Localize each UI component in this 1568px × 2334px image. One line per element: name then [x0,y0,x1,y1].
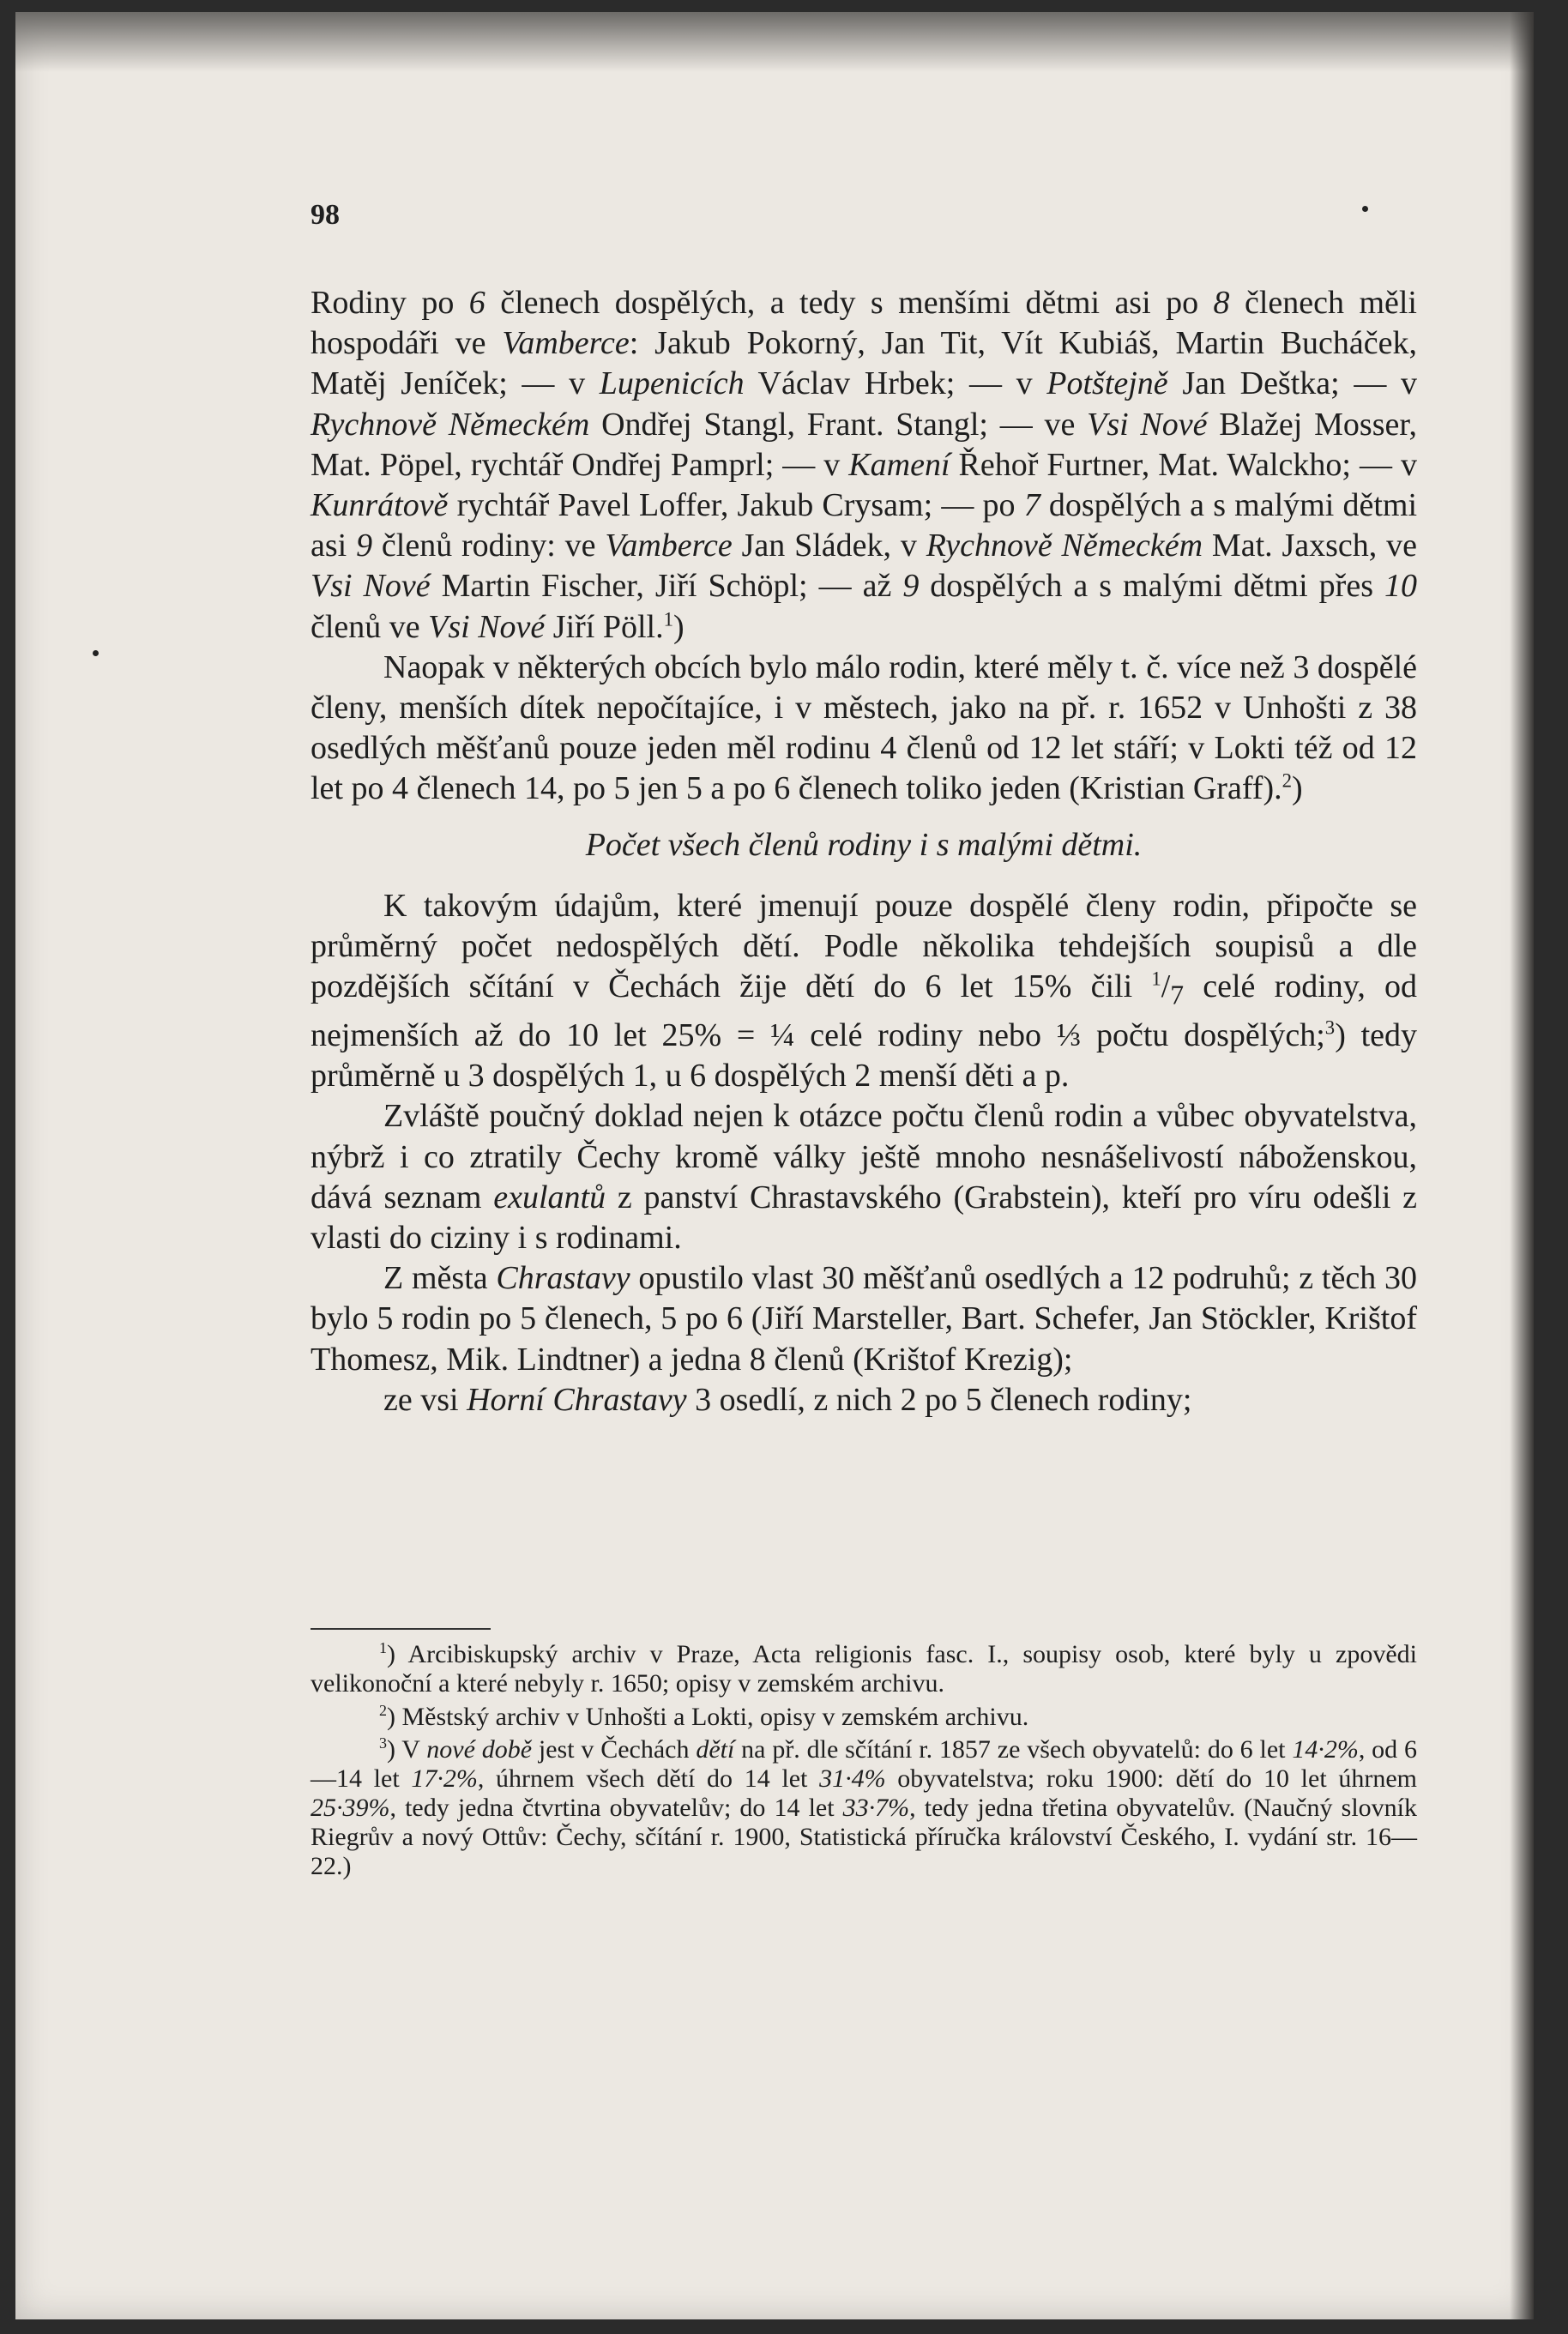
speck-mark [1362,206,1368,212]
footnote-ref: 1 [1151,968,1161,990]
text-run: z panství Chrastavského (Grabstein), kteří pro víru odešli z vlasti do ciziny i s rodinami. [311,1179,1418,1257]
italic-text: 25·39% [311,1793,390,1822]
text-run: členů ve [311,608,429,645]
speck-mark [93,650,99,656]
italic-text: Vsi Nové [1087,406,1208,443]
italic-text: 6 [468,285,485,321]
text-run: na př. dle sčítání r. 1857 ze všech obyvatelů: do 6 let [734,1735,1293,1764]
text-run: Blažej Mosser, Mat. Pöpel, rychtář Ondřej Pamprl; — v [311,406,1417,483]
text-run: ) [1292,770,1303,807]
text-run: Počet všech členů rodiny i s malými dětmi. [585,826,1143,863]
footnotes [311,1640,1417,1885]
italic-text: 17·2% [411,1764,478,1794]
italic-text: Rychnově Německém [926,528,1203,564]
scan-edge-top [15,12,1534,72]
text-run: Jan Deštka; — v [1167,365,1417,402]
text-run: Zvláště poučný doklad nejen k otázce počtu členů rodin a vůbec obyvatelstva, nýbrž i co ztratily Čechy kromě války ještě mnoho nesnášelivostí náboženskou, dává seznam [311,1098,1417,1215]
italic-text: exulantů [493,1179,606,1215]
text-run: Městský archiv v Unhošti a Lokti, opisy v zemském archivu. [401,1702,1029,1731]
italic-text: 31·4% [819,1764,886,1794]
text-run: Z města [383,1260,497,1297]
text-run: Rodiny po [311,285,469,321]
italic-text: 9 [356,528,373,564]
text-run: / [1161,968,1171,1005]
footnote-paren: ) [387,1735,402,1764]
text-run: rychtář Pavel Loffer, Jakub Crysam; — po [448,487,1024,524]
paragraph [311,1380,1417,1420]
text-run: členech měli hospodáři ve [311,285,1417,362]
footnote [311,1703,1417,1732]
italic-text: 33·7% [842,1793,910,1822]
text-run: Naopak v některých obcích bylo málo rodin, které měly t. č. více než 3 dospělé členy, menších dítek nepočítajíce, i v městech, jako na př. r. 1652 v Unhošti z 38 osedlých měšťanů pouze jeden měl rodinu 4 členů od 12 let stáří; v Lokti též od 12 let po 4 členech 14, po 5 jen 5 a po 6 členech toliko jeden (Kristian Graff). [311,648,1417,807]
italic-text: nové době [426,1735,533,1764]
text-run: V [401,1735,427,1764]
text-run: Jiří Pöll. [545,608,664,645]
paragraph [311,648,1417,810]
italic-text: 8 [1213,285,1230,321]
footnote [311,1735,1417,1880]
text-run: Arcibiskupský archiv v Praze, Acta religionis fasc. I., soupisy osob, které byly u zpovědi velikonoční a které nebyly r. 1650; opisy v zemském archivu. [311,1640,1417,1698]
text-run: , tedy jedna čtvrtina obyvatelův; do 14 let [389,1793,843,1822]
text-run: členech dospělých, a tedy s menšími dětmi asi po [485,285,1214,321]
italic-text: Horní Chrastavy [467,1381,687,1418]
paragraph [311,886,1417,1097]
footnote-paren: ) [387,1640,408,1668]
text-run: , tedy jedna třetina obyvatelův. (Naučný slovník Riegrův a nový Ottův: Čechy, sčítání r. 1900, Statistická příručka království Českého, I. vydání str. 16—22.) [311,1793,1417,1880]
italic-text: Vamberce [605,528,733,564]
paragraph [311,1258,1417,1380]
paragraph [311,1096,1417,1258]
body-text [311,283,1417,1420]
italic-text: Kunrátově [311,487,449,524]
italic-text: 9 [902,568,920,605]
italic-text: Vsi Nové [311,568,431,605]
page-number: 98 [311,199,340,231]
text-run: Martin Fischer, Jiří Schöpl; — až [430,568,903,605]
text-run: obyvatelstva; roku 1900: dětí do 10 let úhrnem [885,1764,1417,1794]
text-run: : Jakub Pokorný, Jan Tit, Vít Kubiáš, Martin Bucháček, Matěj Jeníček; — v [311,325,1417,402]
footnote-marker: 3 [379,1734,387,1752]
footnote [311,1640,1417,1698]
text-run: Václav Hrbek; — v [744,365,1047,402]
text-run: , úhrnem všech dětí do 14 let [477,1764,820,1794]
text-run: K takovým údajům, které jmenují pouze dospělé členy rodin, připočte se průměrný počet nedospělých dětí. Podle několika tehdejších soupisů a dle pozdějších sčítání v Čechách žije dětí do 6 let 15% čili [311,887,1417,1005]
italic-text: Kamení [848,446,950,483]
italic-text: Vsi Nové [428,608,546,645]
text-run: opustilo vlast 30 měšťanů osedlých a 12 podruhů; z těch 30 bylo 5 rodin po 5 členech, 5 po 6 (Jiří Marsteller, Bart. Schefer, Jan Stöckler, Krištof Thomesz, Mik. Lindtner) a jedna 8 členů (Krištof Krezig); [311,1260,1417,1378]
footnote-rule [311,1628,491,1630]
text-run: jest v Čechách [532,1735,697,1764]
footnote-paren: ) [387,1702,402,1731]
italic-text: Rychnově Německém [311,406,590,443]
text-run: celé rodiny, od nejmenších až do 10 let 25% = ¼ celé rodiny nebo ⅓ počtu dospělých; [311,968,1417,1054]
italic-text: 14·2% [1292,1735,1359,1764]
text-run: členů rodiny: ve [372,528,606,564]
footnote-marker: 1 [379,1639,387,1656]
scan-edge-right [1510,12,1534,2319]
footnote-ref: 2 [1282,769,1293,792]
italic-text: Potštejně [1046,365,1168,402]
text-run: Jan Sládek, v [732,528,926,564]
footnote-ref: 3 [1324,1016,1336,1039]
text-run: dospělých a s malými dětmi asi [311,487,1417,564]
section-heading [311,825,1417,865]
text-run: dospělých a s malými dětmi přes [919,568,1384,605]
text-run: ) tedy průměrně u 3 dospělých 1, u 6 dospělých 2 menší děti a p. [311,1017,1418,1095]
italic-text: dětí [696,1735,735,1764]
text-run: Ondřej Stangl, Frant. Stangl; — ve [589,406,1088,443]
text-run: ) [673,608,684,645]
footnote-ref: 1 [663,607,674,630]
italic-text: Chrastavy [496,1260,630,1297]
text-run: , od 6—14 let [311,1735,1418,1794]
text-run: Řehoř Furtner, Mat. Walckho; — v [950,446,1417,483]
italic-text: Vamberce [502,325,630,362]
italic-text: Lupenicích [599,365,745,402]
text-run: 3 osedlí, z nich 2 po 5 členech rodiny; [686,1381,1192,1418]
footnote-marker: 2 [379,1701,387,1719]
text-run: 7 [1170,980,1185,1010]
italic-text: 7 [1023,487,1040,524]
text-run: ze vsi [383,1381,467,1418]
paragraph [311,283,1417,648]
text-run: Mat. Jaxsch, ve [1203,528,1417,564]
italic-text: 10 [1384,568,1417,605]
